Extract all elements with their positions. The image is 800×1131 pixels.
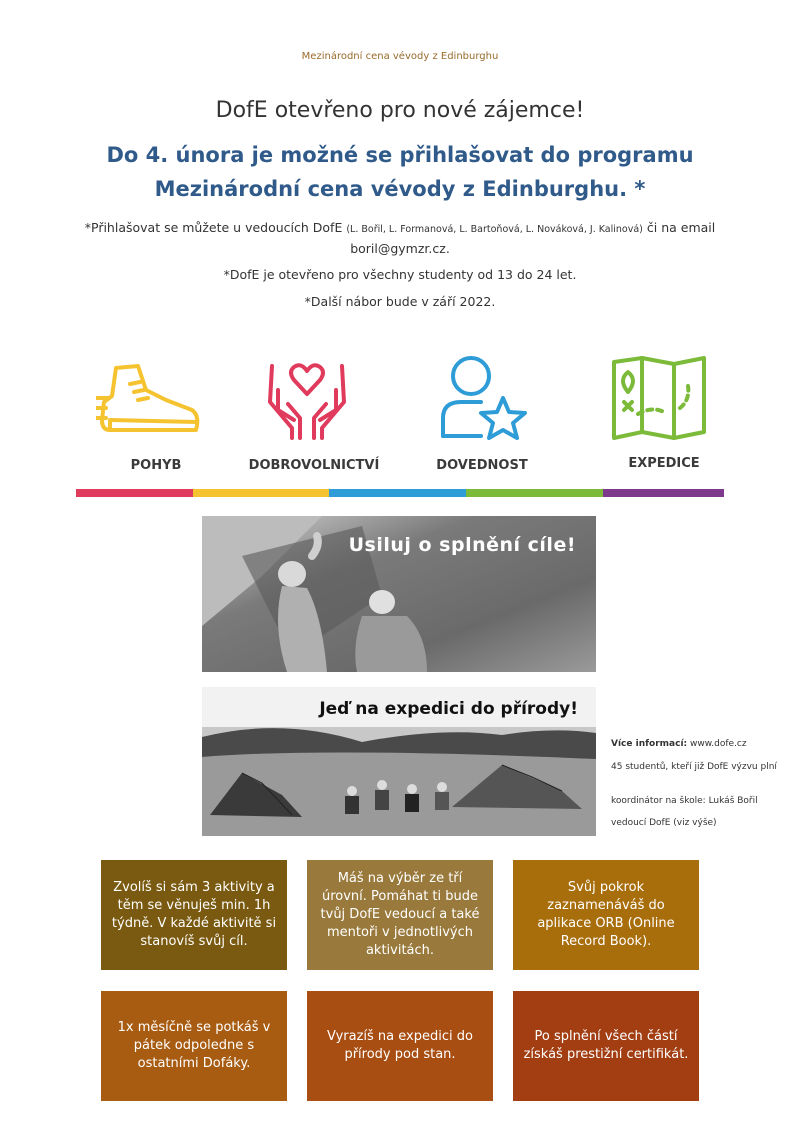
color-bar-segment-end (603, 489, 724, 497)
coordinator: koordinátor na škole: Lukáš Bořil (611, 796, 758, 806)
age-note: *DofE je otevřeno pro všechny studenty od 13 do 24 let. (223, 267, 577, 282)
more-info-url[interactable]: www.dofe.cz (690, 739, 747, 749)
person-star-icon (441, 356, 531, 442)
info-box-activities: Zvolíš si sám 3 aktivity a těm se věnuješ min. 1h týdně. V každé aktivitě si stanovíš svůj cíl. (101, 860, 287, 970)
info-box-certificate: Po splnění všech částí získáš prestižní certifikát. (513, 991, 699, 1101)
pillar-label-expedice: EXPEDICE (628, 456, 700, 471)
more-info-label: Více informací: (611, 739, 688, 749)
expedition-photo (202, 687, 596, 836)
running-shoe-icon (96, 360, 202, 440)
climbing-photo (202, 516, 596, 672)
signup-prefix: *Přihlašovat se můžete u vedoucích DofE (84, 220, 343, 235)
color-bar-segment-dobrovolnictvi (193, 489, 329, 497)
signup-suffix: či na email (646, 220, 716, 235)
signup-names: (L. Bořil, L. Formanová, L. Bartoňová, L. Nováková, J. Kalinová) (346, 224, 643, 235)
expedition-photo-caption: Jeď na expedici do přírody! (319, 699, 578, 719)
info-box-meetings: 1x měsíčně se potkáš v pátek odpoledne s ostatními Dofáky. (101, 991, 287, 1101)
color-bar-segment-expedice (466, 489, 603, 497)
color-bar-segment-dovednost (329, 489, 466, 497)
leaders: vedoucí DofE (viz výše) (611, 818, 717, 828)
map-icon (612, 356, 706, 440)
color-bar-segment-pohyb (76, 489, 193, 497)
pillar-label-dovednost: DOVEDNOST (436, 458, 528, 473)
next-intake-note: *Další nábor bude v září 2022. (304, 294, 496, 309)
headline: DofE otevřeno pro nové zájemce! (215, 98, 585, 123)
subheadline-line-1: Do 4. února je možné se přihlašovat do programu (106, 143, 694, 167)
signup-note (40, 218, 760, 258)
climbing-photo-caption: Usiluj o splnění cíle! (348, 534, 576, 556)
pillar-label-dobrovolnictvi: DOBROVOLNICTVÍ (248, 458, 380, 473)
more-info (611, 737, 791, 752)
hands-heart-icon (264, 360, 350, 440)
subheadline-line-2: Mezinárodní cena vévody z Edinburghu. * (154, 177, 646, 201)
pillar-label-pohyb: POHYB (130, 458, 182, 473)
students-count: 45 studentů, kteří již DofE výzvu plní (611, 762, 777, 772)
info-box-expedition: Vyrazíš na expedici do přírody pod stan. (307, 991, 493, 1101)
info-box-levels: Máš na výběr ze tří úrovní. Pomáhat ti bude tvůj DofE vedoucí a také mentoři v jednotlivých aktivitách. (307, 860, 493, 970)
top-title: Mezinárodní cena vévody z Edinburghu (301, 51, 499, 62)
signup-email[interactable]: boril@gymzr.cz. (350, 241, 450, 256)
info-box-orb: Svůj pokrok zaznamenáváš do aplikace ORB (Online Record Book). (513, 860, 699, 970)
